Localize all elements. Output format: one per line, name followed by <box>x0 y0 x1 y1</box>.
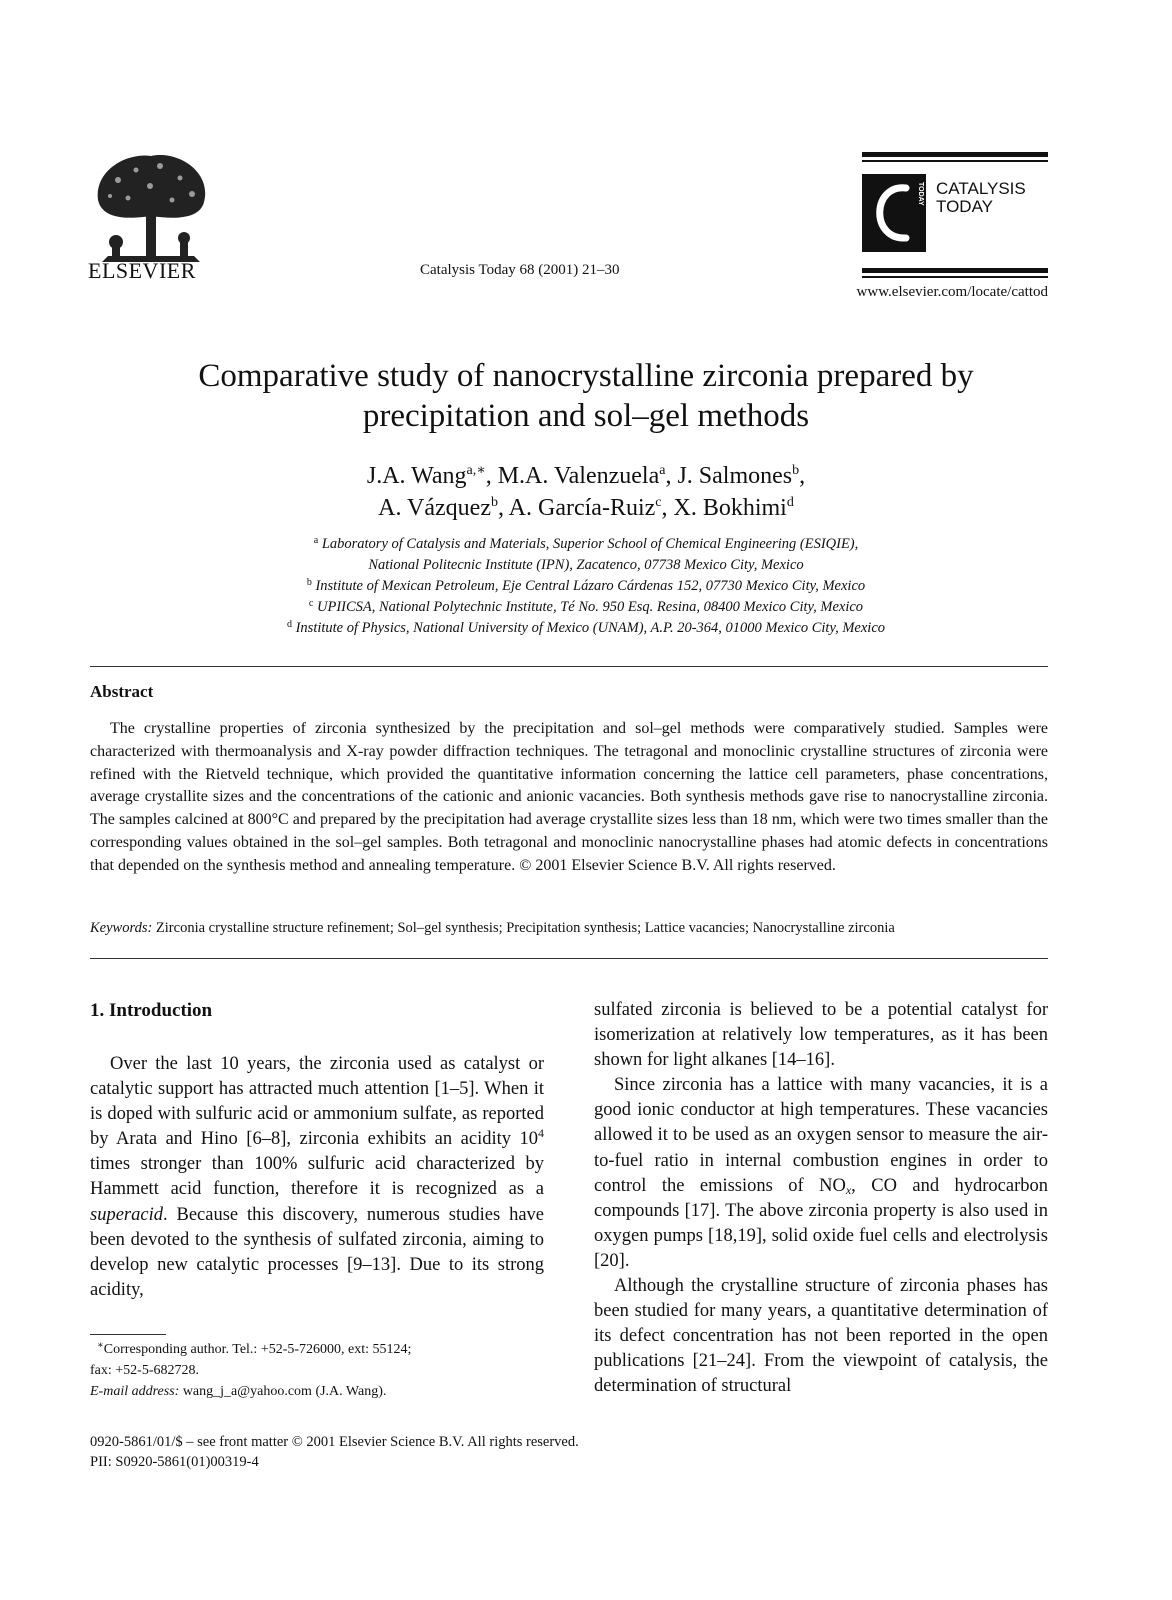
section-heading: 1. Introduction <box>90 1000 213 1021</box>
emphasis: superacid <box>90 1204 163 1225</box>
copyright-info <box>90 1432 579 1472</box>
author-name: A. García-Ruiz <box>508 495 656 521</box>
title-line: precipitation and sol–gel methods <box>362 398 810 434</box>
affiliation-text: Institute of Mexican Petroleum, Eje Central Lázaro Cárdenas 152, 07730 Mexico City, Mexico <box>315 578 866 594</box>
affiliation-mark: b <box>306 577 312 588</box>
footnote-line <box>90 1381 544 1402</box>
title-line: Comparative study of nanocrystalline zirconia prepared by <box>198 358 974 394</box>
author-name: J. Salmones <box>677 463 793 489</box>
author-affiliation-mark: a,∗ <box>466 463 486 478</box>
footnote-mark: ∗ <box>97 1340 104 1351</box>
left-column <box>90 1052 544 1303</box>
affiliation-a-cont: National Politecnic Institute (IPN), Zacatenco, 07738 Mexico City, Mexico <box>368 557 804 573</box>
affiliations <box>110 534 1062 639</box>
journal-logo-rule <box>862 160 1048 162</box>
journal-logo-rule <box>862 152 1048 157</box>
journal-logo-rule <box>862 276 1048 278</box>
footnote-text: Corresponding author. Tel.: +52-5-726000, ext: 55124; <box>103 1342 412 1357</box>
author-affiliation-mark: b <box>490 495 498 510</box>
abstract-text: The crystalline properties of zirconia synthesized by the precipitation and sol–gel methods were comparatively studied. Samples were characterized with thermoanalysis and X-ray powder diffraction techniques. The tetragonal and monoclinic crystalline structures of zirconia were refined with the Rietveld technique, which provided the quantitative information concerning the lattice cell parameters, phase concentrations, average crystallite sizes and the concentrations of the cationic and anionic vacancies. Both synthesis methods gave rise to nanocrystalline zirconia. The samples calcined at 800°C and prepared by the precipitation had average crystallite sizes less than 18 nm, which were two times smaller than the corresponding values obtained in the sol–gel samples. Both tetragonal and monoclinic nanocrystalline phases had atomic defects in concentrations that depended on the synthesis method and annealing temperature. © 2001 Elsevier Science B.V. All rights reserved. <box>90 720 1048 874</box>
affiliation-b <box>110 576 1062 597</box>
section-divider <box>90 958 1048 959</box>
affiliation-text: Institute of Physics, National University of Mexico (UNAM), A.P. 20-364, 01000 Mexico City, Mexico <box>295 620 886 636</box>
keywords-text: Zirconia crystalline structure refinement; Sol–gel synthesis; Precipitation synthesis; Lattice vacancies; Nanocrystalline zirconia <box>155 920 895 936</box>
author-line: J.A. Wang$^{a,∗}$, M.A. Valenzuela$^a$, J. Salmones$^b$, <box>366 463 806 489</box>
footnote-line <box>90 1339 544 1360</box>
author-line: A. Vázquez$^b$, A. García-Ruiz$^c$, X. Bokhimi$^d$ <box>378 495 794 521</box>
journal-url[interactable]: www.elsevier.com/locate/cattod <box>856 284 1048 300</box>
copyright-line: 0920-5861/01/$ – see front matter © 2001 Elsevier Science B.V. All rights reserved. <box>90 1434 579 1450</box>
author-affiliation-mark: a <box>659 463 666 478</box>
affiliation-c <box>110 597 1062 618</box>
author-name: X. Bokhimi <box>673 495 787 521</box>
affiliation-text: Laboratory of Catalysis and Materials, Superior School of Chemical Engineering (ESIQIE), <box>321 536 859 552</box>
text-run: Since zirconia has a lattice with many vacancies, it is a good ionic conductor at high temperatures. These vacancies allowed it to be used as an oxygen sensor to measure the air-to-fuel ratio in internal combustion engines in order to control the emissions of NO <box>594 1075 1048 1196</box>
pii-line: PII: S0920-5861(01)00319-4 <box>90 1454 259 1470</box>
journal-logo-mark <box>862 174 926 252</box>
author-affiliation-mark: b <box>792 463 800 478</box>
author-name: J.A. Wang <box>366 463 467 489</box>
paragraph <box>594 1073 1048 1274</box>
footnote-line: fax: +52-5-682728. <box>90 1363 199 1378</box>
journal-name <box>936 180 1026 216</box>
subscript: x <box>845 1182 852 1197</box>
paragraph: Although the crystalline structure of zirconia phases has been studied for many years, a quantitative determination of its defect concentration has not been reported in the open publications [21–24]. From the viewpoint of catalysis, the determination of structural <box>594 1276 1048 1397</box>
paragraph: sulfated zirconia is believed to be a potential catalyst for isomerization at relatively low temperatures, as it has been shown for light alkanes [14–16]. <box>594 1000 1048 1071</box>
journal-name-line1: CATALYSIS <box>936 179 1026 198</box>
right-column <box>594 998 1048 1400</box>
journal-logo-tag: TODAY <box>917 182 924 206</box>
journal-logo-rule <box>862 268 1048 273</box>
superscript: 4 <box>538 1126 544 1141</box>
affiliation-a <box>110 534 1062 555</box>
journal-reference: Catalysis Today 68 (2001) 21–30 <box>420 262 620 278</box>
text-run: , CO and hydrocarbon compounds [17]. The above zirconia property is also used in oxygen pumps [18,19], solid oxide fuel cells and electrolysis [20]. <box>594 1175 1048 1271</box>
author-name: M.A. Valenzuela <box>497 463 660 489</box>
footnote-rule <box>90 1334 166 1335</box>
email-address[interactable]: wang_j_a@yahoo.com (J.A. Wang). <box>182 1384 387 1399</box>
affiliation-mark: c <box>308 598 314 609</box>
author-list <box>110 460 1062 524</box>
affiliation-mark: d <box>286 619 292 630</box>
footnote <box>90 1339 544 1402</box>
text-run: Over the last 10 years, the zirconia used as catalyst or catalytic support has attracted much attention [1–5]. When it is doped with sulfuric acid or ammonium sulfate, as reported by Arata and Hino [6–8], zirconia exhibits an acidity 10 <box>90 1054 544 1150</box>
email-label: E-mail address: <box>90 1384 180 1399</box>
journal-c-icon <box>862 174 926 252</box>
keywords-label: Keywords: <box>90 920 153 936</box>
author-affiliation-mark: d <box>786 495 794 510</box>
affiliation-d <box>110 618 1062 639</box>
section-divider <box>90 666 1048 667</box>
author-name: A. Vázquez <box>378 495 491 521</box>
affiliation-text: UPIICSA, National Polytechnic Institute, Té No. 950 Esq. Resina, 08400 Mexico City, Mexico <box>317 599 864 615</box>
publisher-name: ELSEVIER <box>88 258 196 283</box>
text-run: . Because this discovery, numerous studies have been devoted to the synthesis of sulfated zirconia, aiming to develop new catalytic processes [9–13]. Due to its strong acidity, <box>90 1204 544 1300</box>
journal-name-line2: TODAY <box>936 197 993 216</box>
author-affiliation-mark: c <box>655 495 662 510</box>
affiliation-mark: a <box>313 535 319 546</box>
abstract-heading: Abstract <box>90 682 154 701</box>
keywords <box>90 918 1048 938</box>
text-run: times stronger than 100% sulfuric acid characterized by Hammett acid function, therefore it is recognized as a <box>90 1154 544 1200</box>
paper-title <box>110 356 1062 436</box>
paragraph <box>90 1052 544 1303</box>
